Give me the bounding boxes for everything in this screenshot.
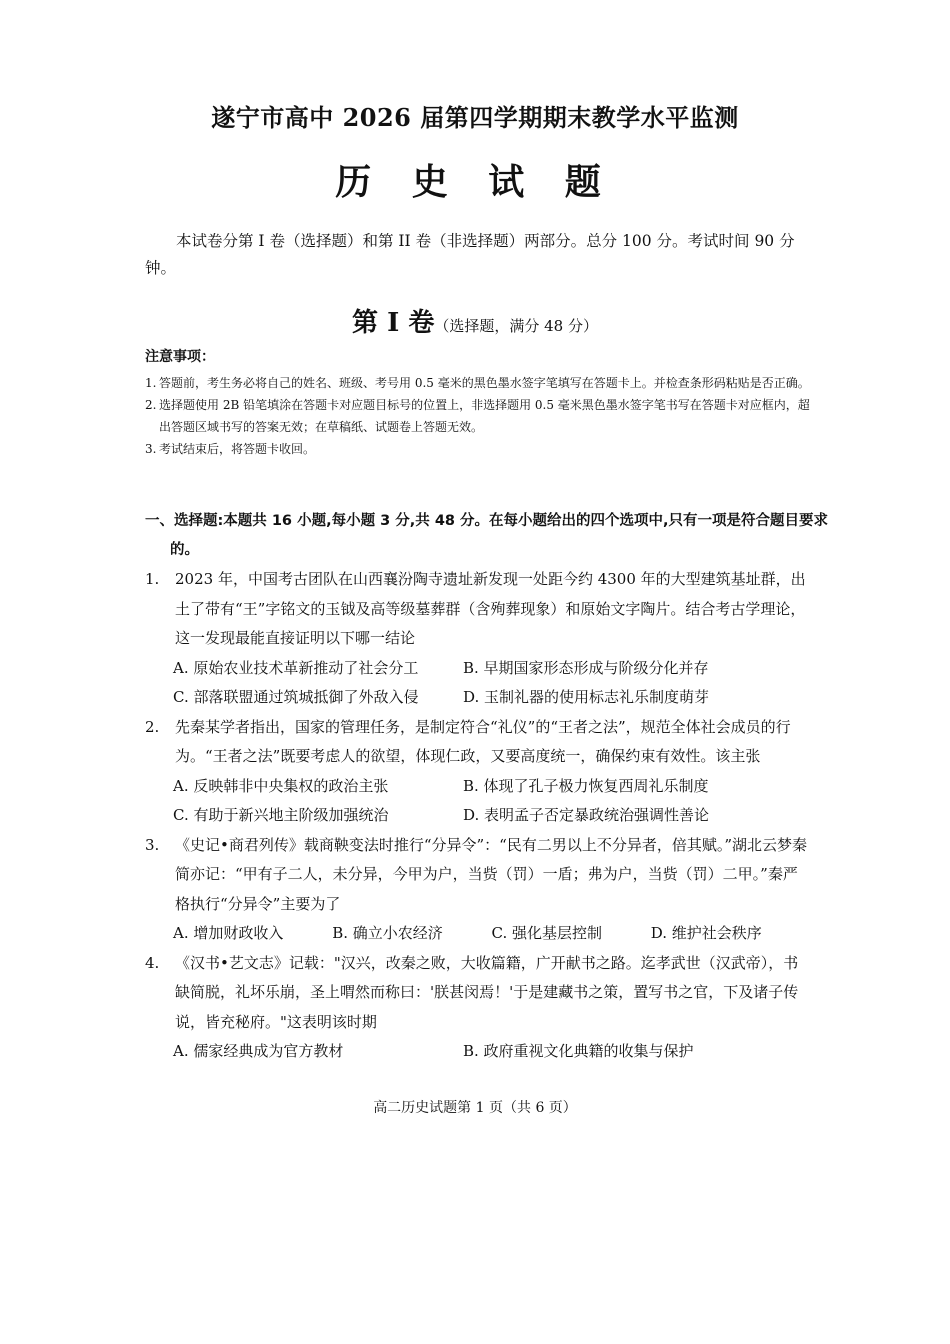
option: A. 反映韩非中央集权的政治主张 xyxy=(173,776,389,795)
notice-item xyxy=(145,394,810,438)
option-row xyxy=(145,772,810,802)
option: B. 早期国家形态形成与阶级分化并存 xyxy=(463,658,709,677)
option: A. 增加财政收入 xyxy=(173,924,284,942)
intro-paragraph: 本试卷分第 I 卷（选择题）和第 II 卷（非选择题）两部分。总分 100 分。考试时间 90 分钟。 xyxy=(145,232,795,277)
option: D. 表明孟子否定暴政统治强调性善论 xyxy=(463,806,710,824)
question-stem: 先秦某学者指出，国家的管理任务，是制定符合“礼仪”的“王者之法”，规范全体社会成员的行为。“王者之法”既要考虑人的欲望，体现仁政，又要高度统一，确保约束有效性。该主张 xyxy=(175,717,791,765)
question xyxy=(145,713,810,772)
question-list xyxy=(145,565,810,1067)
section-subtitle: （选择题，满分 48 分） xyxy=(434,317,598,335)
option-row xyxy=(145,1037,810,1067)
notice-number: 3. xyxy=(145,442,157,456)
notice-text: 考试结束后，将答题卡收回。 xyxy=(159,442,316,456)
option: B. 政府重视文化典籍的收集与保护 xyxy=(463,1042,694,1060)
option: B. 确立小农经济 xyxy=(332,924,443,942)
notice-number: 2. xyxy=(145,398,157,412)
notice-list xyxy=(145,372,810,460)
option: D. 玉制礼器的使用标志礼乐制度萌芽 xyxy=(463,688,710,706)
question-stem: 《史记•商君列传》载商鞅变法时推行“分异令”：“民有二男以上不分异者，倍其赋。”湖北云梦秦简亦记：“甲有子二人，未分异，今甲为户，当赀（罚）一盾；弗为户，当赀（罚）二甲。”秦严格执行“分异令”主要为了 xyxy=(175,835,808,913)
exam-title: 遂宁市高中 2026 届第四学期期末教学水平监测 xyxy=(211,103,739,132)
option-row xyxy=(145,919,810,949)
option: D. 维护社会秩序 xyxy=(650,924,762,942)
option: A. 儒家经典成为官方教材 xyxy=(173,1042,344,1060)
notice-item xyxy=(145,438,810,460)
question-number: 4. xyxy=(145,953,160,972)
question xyxy=(145,949,810,1038)
notice-number: 1. xyxy=(145,376,157,390)
question xyxy=(145,831,810,920)
question-number: 1. xyxy=(145,570,160,588)
section-heading xyxy=(0,302,950,339)
part-heading: 一、选择题:本题共 16 小题,每小题 3 分,共 48 分。在每小题给出的四个选项中,只有一项是符合题目要求的。 xyxy=(145,513,829,558)
option: C. 强化基层控制 xyxy=(491,924,602,942)
subject-title: 历 史 试 题 xyxy=(335,161,615,203)
notice-text: 选择题使用 2B 铅笔填涂在答题卡对应题目标号的位置上，非选择题用 0.5 毫米黑色墨水签字笔书写在答题卡对应框内，超出答题区域书写的答案无效；在草稿纸、试题卷上答题无效。 xyxy=(159,398,810,434)
question xyxy=(145,565,810,654)
option: B. 体现了孔子极力恢复西周礼乐制度 xyxy=(463,776,709,795)
option: A. 原始农业技术革新推动了社会分工 xyxy=(173,658,419,677)
option-row xyxy=(145,683,810,713)
question-number: 2. xyxy=(145,717,160,736)
option: C. 部落联盟通过筑城抵御了外敌入侵 xyxy=(173,688,419,706)
notice-title: 注意事项： xyxy=(145,349,215,365)
page-footer: 高二历史试题第 1 页（共 6 页） xyxy=(373,1100,577,1116)
notice-text: 答题前，考生务必将自己的姓名、班级、考号用 0.5 毫米的黑色墨水签字笔填写在答题卡上。并检查条形码粘贴是否正确。 xyxy=(159,376,810,390)
option: C. 有助于新兴地主阶级加强统治 xyxy=(173,806,389,824)
notice-item xyxy=(145,372,810,394)
question-stem: 2023 年，中国考古团队在山西襄汾陶寺遗址新发现一处距今约 4300 年的大型建筑基址群，出土了带有“王”字铭文的玉钺及高等级墓葬群（含殉葬现象）和原始文字陶片。结合考古学理论，这一发现最能直接证明以下哪一结论 xyxy=(175,570,806,647)
section-title: 第 Ⅰ 卷 xyxy=(352,308,435,338)
question-number: 3. xyxy=(145,835,160,854)
question-stem: 《汉书•艺文志》记载："汉兴，改秦之败，大收篇籍，广开献书之路。迄孝武世（汉武帝），书缺简脱，礼坏乐崩，圣上喟然而称曰：'朕甚闵焉！'于是建藏书之策，置写书之官，下及诸子传说，皆充秘府。"这表明该时期 xyxy=(175,953,799,1031)
option-row xyxy=(145,801,810,831)
option-row xyxy=(145,654,810,684)
